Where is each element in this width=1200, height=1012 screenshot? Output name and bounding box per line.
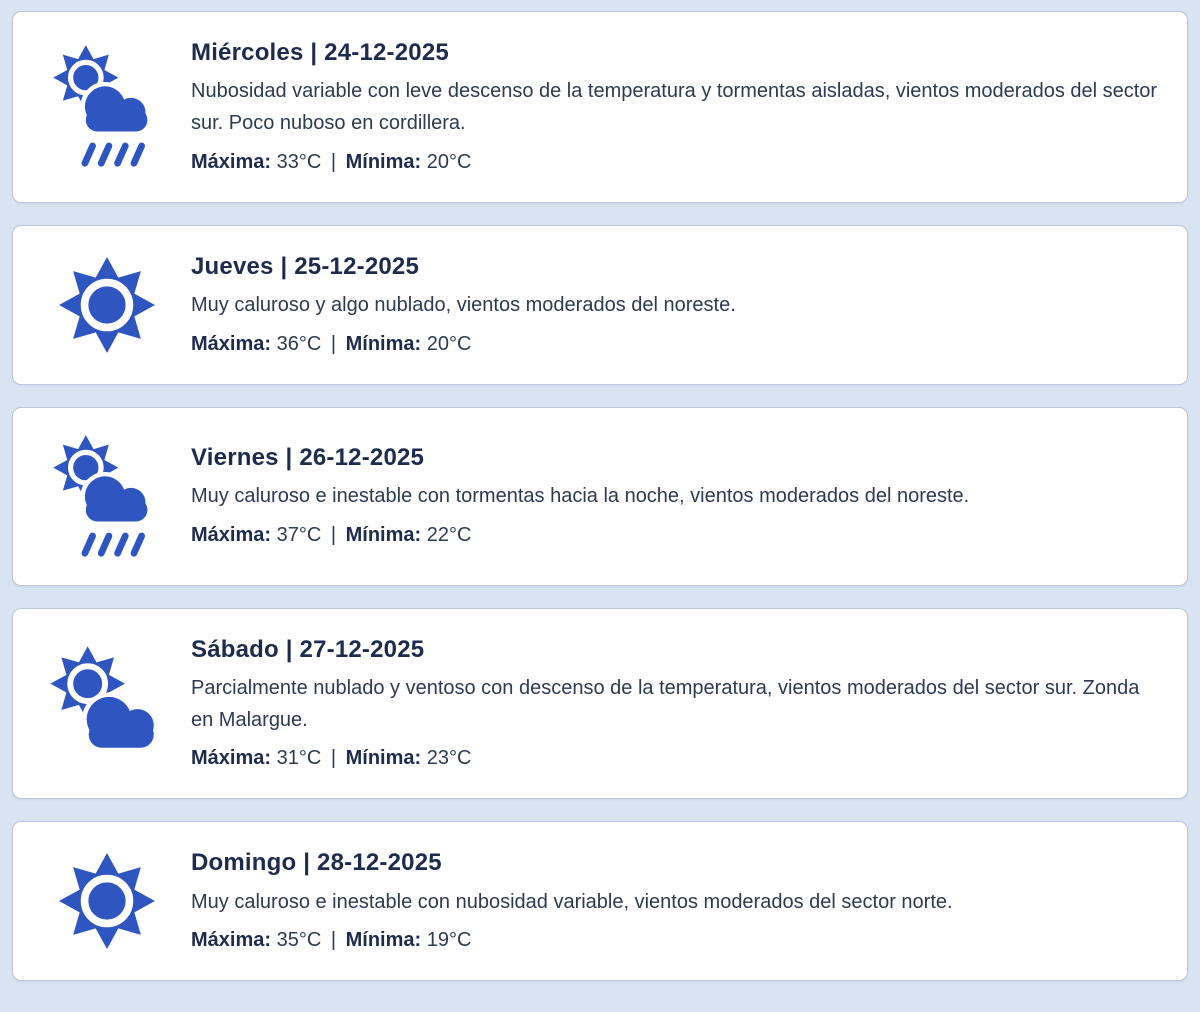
max-value: 31°C bbox=[276, 747, 322, 770]
min-label: Mínima: bbox=[345, 524, 422, 547]
temperature-separator: | bbox=[330, 150, 337, 173]
max-value: 35°C bbox=[276, 929, 322, 952]
day-title: Domingo | 28-12-2025 bbox=[191, 849, 442, 877]
temperature-separator: | bbox=[330, 747, 337, 770]
sun-behind-cloud-icon bbox=[46, 642, 168, 764]
weather-icon-wrap bbox=[41, 433, 173, 560]
forecast-card bbox=[12, 821, 1188, 981]
max-label: Máxima: bbox=[191, 150, 272, 173]
min-label: Mínima: bbox=[345, 929, 422, 952]
min-value: 20°C bbox=[426, 332, 472, 355]
min-label: Mínima: bbox=[345, 332, 422, 355]
min-label: Mínima: bbox=[345, 747, 422, 770]
temperature-line bbox=[191, 743, 1159, 773]
forecast-card bbox=[12, 11, 1188, 203]
max-value: 33°C bbox=[276, 150, 322, 173]
day-title: Miércoles | 24-12-2025 bbox=[191, 39, 449, 66]
card-content bbox=[191, 442, 1159, 550]
temperature-line bbox=[191, 329, 1159, 359]
forecast-description: Muy caluroso e inestable con nubosidad variable, vientos moderados del sector norte. bbox=[191, 890, 953, 913]
sun-icon bbox=[56, 254, 158, 356]
forecast-description: Muy caluroso y algo nublado, vientos moderados del noreste. bbox=[191, 293, 736, 316]
card-content bbox=[191, 251, 1159, 359]
weather-icon-wrap bbox=[41, 850, 173, 952]
day-title: Viernes | 26-12-2025 bbox=[191, 444, 425, 472]
max-value: 36°C bbox=[276, 332, 322, 355]
card-content bbox=[191, 37, 1159, 177]
forecast-description: Muy caluroso e inestable con tormentas hacia la noche, vientos moderados del noreste. bbox=[191, 485, 970, 508]
forecast-description: Nubosidad variable con leve descenso de la temperatura y tormentas aisladas, vientos moderados del sector sur. Poco nuboso en cordillera. bbox=[191, 80, 1158, 134]
weather-icon-wrap bbox=[41, 642, 173, 764]
temperature-separator: | bbox=[330, 332, 337, 355]
max-label: Máxima: bbox=[191, 524, 272, 547]
min-value: 23°C bbox=[426, 747, 472, 770]
weather-icon-wrap bbox=[41, 254, 173, 356]
temperature-line bbox=[191, 147, 1159, 177]
temperature-separator: | bbox=[330, 524, 337, 547]
max-label: Máxima: bbox=[191, 929, 272, 952]
temperature-separator: | bbox=[330, 929, 337, 952]
card-content bbox=[191, 847, 1159, 955]
forecast-card bbox=[12, 225, 1188, 385]
min-label: Mínima: bbox=[345, 150, 422, 173]
forecast-list bbox=[12, 11, 1188, 981]
max-label: Máxima: bbox=[191, 747, 272, 770]
card-content bbox=[191, 634, 1159, 774]
sun-icon bbox=[56, 850, 158, 952]
forecast-card bbox=[12, 608, 1188, 800]
temperature-line bbox=[191, 520, 1159, 550]
day-title: Jueves | 25-12-2025 bbox=[191, 252, 420, 280]
sun-behind-rain-cloud-icon bbox=[49, 433, 165, 560]
forecast-card bbox=[12, 407, 1188, 586]
min-value: 19°C bbox=[426, 929, 472, 952]
max-label: Máxima: bbox=[191, 332, 272, 355]
weather-icon-wrap bbox=[41, 43, 173, 170]
min-value: 22°C bbox=[426, 524, 472, 547]
forecast-description: Parcialmente nublado y ventoso con descenso de la temperatura, vientos moderados del sector sur. Zonda en Malargue. bbox=[191, 676, 1140, 731]
min-value: 20°C bbox=[426, 150, 472, 173]
max-value: 37°C bbox=[276, 524, 322, 547]
temperature-line bbox=[191, 925, 1159, 955]
day-title: Sábado | 27-12-2025 bbox=[191, 635, 425, 663]
sun-behind-rain-cloud-icon bbox=[49, 43, 165, 170]
